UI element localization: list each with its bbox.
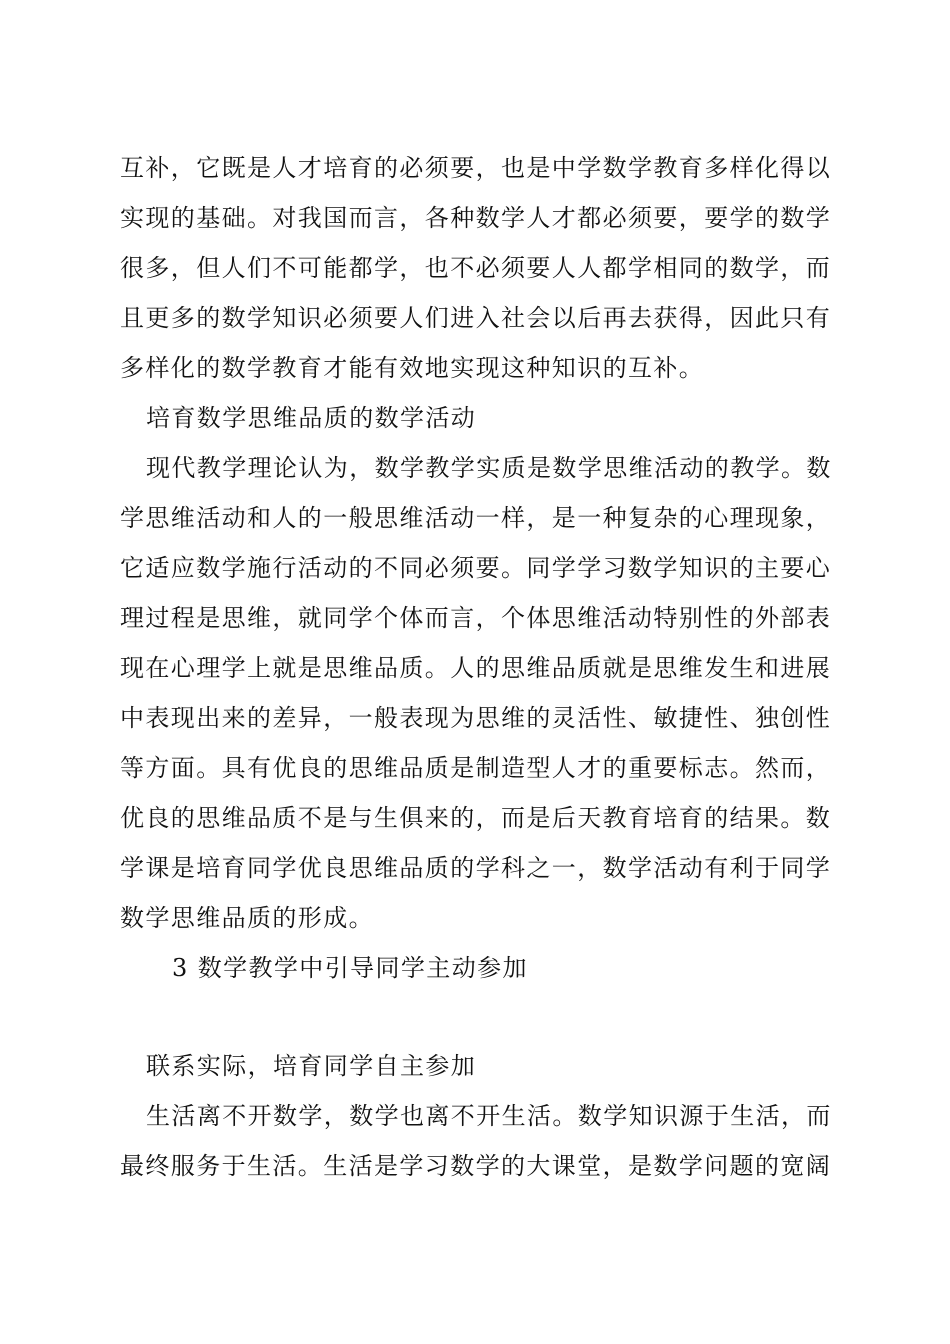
- paragraph-line: 学课是培育同学优良思维品质的学科之一，数学活动有利于同学: [120, 854, 832, 882]
- section-heading: 培育数学思维品质的数学活动: [146, 404, 477, 432]
- paragraph-line: 理过程是思维，就同学个体而言，个体思维活动特别性的外部表: [120, 604, 832, 632]
- paragraph-line: 等方面。具有优良的思维品质是制造型人才的重要标志。然而，: [120, 754, 832, 782]
- paragraph-line: 最终服务于生活。生活是学习数学的大课堂，是数学问题的宽阔: [120, 1152, 832, 1180]
- paragraph-line: 现在心理学上就是思维品质。人的思维品质就是思维发生和进展: [120, 654, 832, 682]
- paragraph-line: 互补，它既是人才培育的必须要，也是中学数学教育多样化得以: [120, 154, 832, 182]
- paragraph-line: 优良的思维品质不是与生俱来的，而是后天教育培育的结果。数: [120, 804, 832, 832]
- paragraph-line: 多样化的数学教育才能有效地实现这种知识的互补。: [120, 354, 705, 382]
- paragraph-line: 中表现出来的差异，一般表现为思维的灵活性、敏捷性、独创性: [120, 704, 832, 732]
- paragraph-line: 且更多的数学知识必须要人们进入社会以后再去获得，因此只有: [120, 304, 832, 332]
- section-heading: 联系实际，培育同学自主参加: [146, 1052, 477, 1080]
- section-heading: 3 数学教学中引导同学主动参加: [172, 954, 528, 982]
- paragraph-line: 很多，但人们不可能都学，也不必须要人人都学相同的数学，而: [120, 254, 832, 282]
- paragraph-line: 生活离不开数学，数学也离不开生活。数学知识源于生活，而: [146, 1102, 832, 1130]
- paragraph-line: 学思维活动和人的一般思维活动一样，是一种复杂的心理现象，: [120, 504, 832, 532]
- paragraph-line: 它适应数学施行活动的不同必须要。同学学习数学知识的主要心: [120, 554, 832, 582]
- paragraph-line: 现代教学理论认为，数学教学实质是数学思维活动的教学。数: [146, 454, 832, 482]
- paragraph-line: 数学思维品质的形成。: [120, 904, 374, 932]
- paragraph-line: 实现的基础。对我国而言，各种数学人才都必须要，要学的数学: [120, 204, 832, 232]
